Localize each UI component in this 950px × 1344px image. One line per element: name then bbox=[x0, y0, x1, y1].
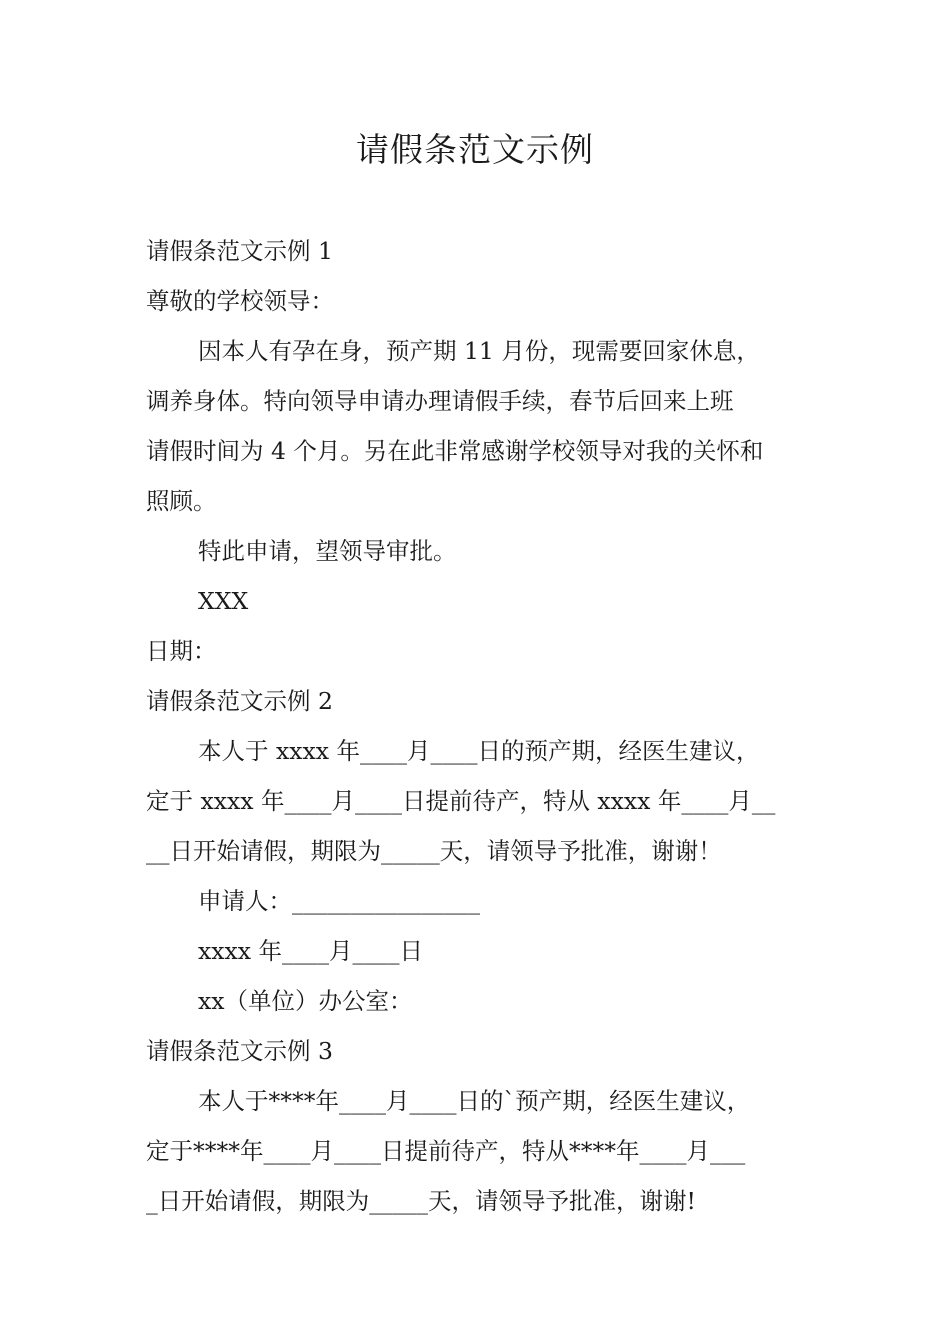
section-heading-2: 请假条范文示例 2 bbox=[146, 687, 333, 715]
date-line: xxxx 年____月____日 bbox=[198, 937, 423, 965]
paragraph-line: 本人于****年____月____日的`预产期，经医生建议， bbox=[198, 1087, 751, 1115]
paragraph-line: 定于****年____月____日提前待产，特从****年____月___ bbox=[146, 1137, 746, 1165]
paragraph-line: 定于 xxxx 年____月____日提前待产，特从 xxxx 年____月__ bbox=[146, 787, 776, 815]
signature: XXX bbox=[198, 587, 249, 615]
paragraph-line: __日开始请假，期限为_____天，请领导予批准，谢谢！ bbox=[146, 837, 722, 865]
date-label: 日期： bbox=[146, 637, 217, 665]
document-title: 请假条范文示例 bbox=[356, 130, 594, 169]
paragraph-line: 照顾。 bbox=[146, 487, 217, 515]
document-body bbox=[146, 226, 810, 1226]
paragraph-line: 调养身体。特向领导申请办理请假手续，春节后回来上班 bbox=[146, 387, 734, 415]
paragraph-line: _日开始请假，期限为_____天，请领导予批准，谢谢! bbox=[146, 1187, 696, 1215]
paragraph-line: 本人于 xxxx 年____月____日的预产期，经医生建议， bbox=[198, 737, 760, 765]
paragraph-line: 因本人有孕在身，预产期 11 月份，现需要回家休息， bbox=[198, 337, 760, 365]
salutation: 尊敬的学校领导： bbox=[146, 287, 334, 315]
paragraph-line: 请假时间为 4 个月。另在此非常感谢学校领导对我的关怀和 bbox=[146, 437, 764, 465]
closing-line: 特此申请，望领导审批。 bbox=[198, 537, 457, 565]
office-line: xx（单位）办公室： bbox=[198, 987, 413, 1015]
section-heading-1: 请假条范文示例 1 bbox=[146, 237, 333, 265]
section-heading-3: 请假条范文示例 3 bbox=[146, 1037, 333, 1065]
applicant-line: 申请人：________________ bbox=[198, 887, 480, 915]
